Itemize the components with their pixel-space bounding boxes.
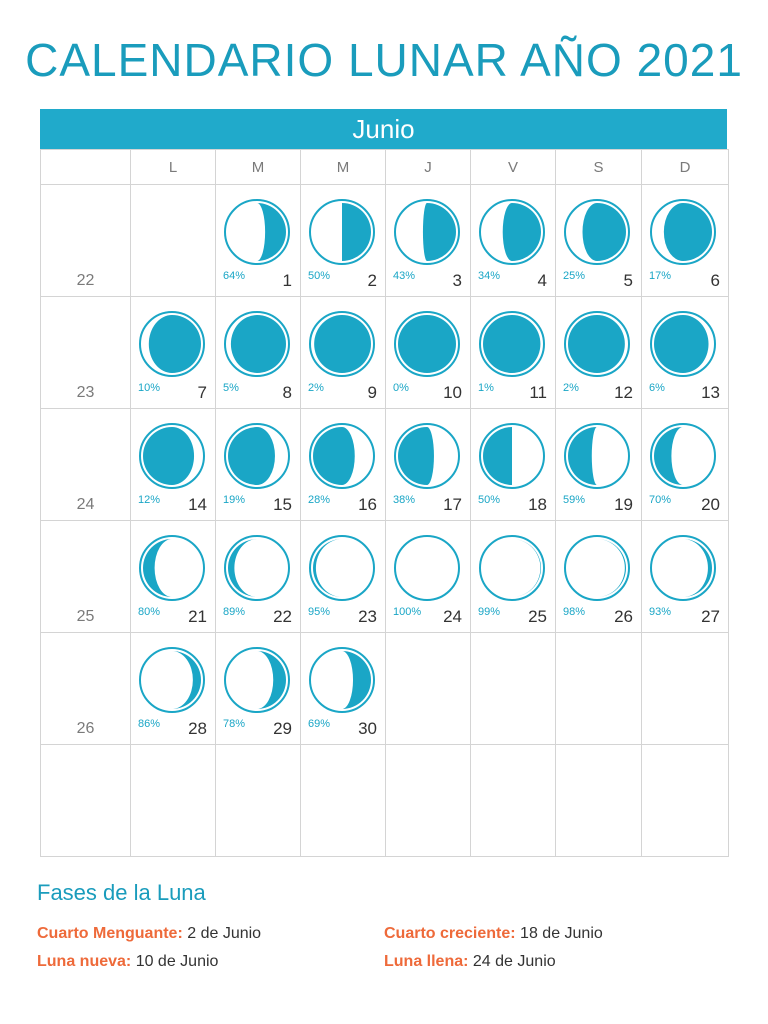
- moon-phase-icon: [222, 309, 292, 379]
- day-cell: [386, 185, 471, 297]
- day-number: 2: [367, 271, 377, 290]
- moon-phase-icon: [477, 421, 547, 491]
- moon-phase-icon: [477, 533, 547, 603]
- illumination-percent: 5%: [223, 382, 239, 394]
- day-number: 6: [710, 271, 720, 290]
- legend-value: 18 de Junio: [520, 925, 603, 942]
- moon-phase-icon: [477, 197, 547, 267]
- moon-phase-icon: [307, 197, 377, 267]
- weekday-header-row: [41, 150, 729, 185]
- day-cell: [216, 409, 301, 521]
- week-number-cell: [41, 633, 131, 745]
- moon-shadow: [398, 315, 456, 373]
- week-row: [41, 409, 729, 521]
- illumination-percent: 2%: [308, 382, 324, 394]
- moon-shadow: [483, 315, 540, 373]
- empty-cell: [386, 745, 471, 857]
- moon-phase-icon: [477, 309, 547, 379]
- moon-phase-icon: [648, 533, 718, 603]
- moon-phase-icon: [307, 421, 377, 491]
- day-cell: [131, 633, 216, 745]
- empty-cell: [386, 633, 471, 745]
- illumination-percent: 50%: [308, 270, 331, 282]
- day-number: 17: [443, 495, 462, 514]
- moon-phase-icon: [562, 533, 632, 603]
- day-cell: [386, 521, 471, 633]
- day-cell: [301, 297, 386, 409]
- illumination-percent: 12%: [138, 494, 161, 506]
- empty-cell: [301, 745, 386, 857]
- day-number: 10: [443, 383, 462, 402]
- weekday-label: L: [131, 150, 216, 185]
- illumination-percent: 99%: [478, 606, 501, 618]
- day-number: 16: [358, 495, 377, 514]
- day-cell: [131, 409, 216, 521]
- moon-phase-icon: [307, 645, 377, 715]
- day-number: 28: [188, 719, 207, 738]
- legend-item: [384, 953, 556, 971]
- moon-phase-icon: [137, 645, 207, 715]
- legend-label: Cuarto Menguante:: [37, 925, 183, 942]
- legend-title: Fases de la Luna: [37, 880, 206, 905]
- week-number: 24: [76, 496, 95, 513]
- day-number: 1: [282, 271, 292, 290]
- day-number: 26: [614, 607, 633, 626]
- illumination-percent: 89%: [223, 606, 246, 618]
- day-cell: [556, 409, 642, 521]
- page-title: CALENDARIO LUNAR AÑO 2021: [25, 34, 743, 86]
- illumination-percent: 43%: [393, 270, 416, 282]
- empty-cell: [556, 633, 642, 745]
- moon-phase-icon: [222, 421, 292, 491]
- illumination-percent: 10%: [138, 382, 161, 394]
- day-cell: [131, 521, 216, 633]
- illumination-percent: 2%: [563, 382, 579, 394]
- day-number: 30: [358, 719, 377, 738]
- day-number: 9: [367, 383, 377, 402]
- illumination-percent: 59%: [563, 494, 586, 506]
- illumination-percent: 1%: [478, 382, 494, 394]
- moon-phase-icon: [222, 645, 292, 715]
- moon-phase-icon: [562, 309, 632, 379]
- illumination-percent: 98%: [563, 606, 586, 618]
- week-number-cell: [41, 409, 131, 521]
- day-cell: [556, 297, 642, 409]
- moon-phase-icon: [562, 197, 632, 267]
- day-cell: [471, 521, 556, 633]
- empty-cell: [131, 745, 216, 857]
- week-number: 22: [76, 272, 95, 289]
- day-cell: [642, 521, 729, 633]
- day-cell: [642, 297, 729, 409]
- day-number: 11: [529, 383, 547, 402]
- day-number: 5: [623, 271, 633, 290]
- day-cell: [131, 297, 216, 409]
- empty-cell: [471, 633, 556, 745]
- moon-phase-icon: [392, 197, 462, 267]
- illumination-percent: 64%: [223, 270, 246, 282]
- legend-label: Luna llena:: [384, 953, 469, 970]
- weeknum-header: [41, 150, 131, 185]
- day-cell: [471, 297, 556, 409]
- weekday-label: D: [642, 150, 729, 185]
- week-number: 26: [76, 720, 95, 737]
- illumination-percent: 6%: [649, 382, 665, 394]
- month-header: Junio: [40, 109, 727, 149]
- moon-phase-icon: [392, 309, 462, 379]
- empty-cell: [556, 745, 642, 857]
- illumination-percent: 95%: [308, 606, 331, 618]
- legend-item: [384, 925, 603, 943]
- day-cell: [556, 521, 642, 633]
- illumination-percent: 50%: [478, 494, 501, 506]
- illumination-percent: 38%: [393, 494, 416, 506]
- day-number: 14: [188, 495, 207, 514]
- day-number: 29: [273, 719, 292, 738]
- moon-shadow: [568, 315, 625, 373]
- day-number: 13: [701, 383, 720, 402]
- empty-cell: [131, 185, 216, 297]
- illumination-percent: 70%: [649, 494, 672, 506]
- moon-phase-icon: [562, 421, 632, 491]
- day-cell: [386, 409, 471, 521]
- legend-item: [37, 925, 261, 943]
- moon-phase-icon: [307, 309, 377, 379]
- day-cell: [216, 297, 301, 409]
- moon-phase-icon: [648, 309, 718, 379]
- week-row: [41, 297, 729, 409]
- legend-value: 10 de Junio: [135, 953, 219, 970]
- day-cell: [556, 185, 642, 297]
- weekday-label: M: [301, 150, 386, 185]
- illumination-percent: 0%: [393, 382, 409, 394]
- illumination-percent: 34%: [478, 270, 501, 282]
- legend-item: [37, 953, 218, 971]
- moon-phase-icon: [222, 197, 292, 267]
- day-cell: [216, 521, 301, 633]
- week-number-cell: [41, 745, 131, 857]
- weekday-label: S: [556, 150, 642, 185]
- moon-phase-icon: [137, 533, 207, 603]
- illumination-percent: 78%: [223, 718, 246, 730]
- illumination-percent: 80%: [138, 606, 161, 618]
- legend-value: 24 de Junio: [472, 953, 556, 970]
- day-number: 7: [197, 383, 207, 402]
- day-cell: [301, 521, 386, 633]
- day-number: 27: [701, 607, 720, 626]
- illumination-percent: 17%: [649, 270, 672, 282]
- moon-phase-icon: [648, 421, 718, 491]
- calendar-grid: [40, 149, 729, 857]
- day-number: 12: [614, 383, 633, 402]
- day-cell: [301, 185, 386, 297]
- day-cell: [642, 185, 729, 297]
- illumination-percent: 86%: [138, 718, 161, 730]
- empty-cell: [216, 745, 301, 857]
- day-number: 3: [452, 271, 462, 290]
- legend-label: Cuarto creciente:: [384, 925, 516, 942]
- day-cell: [471, 409, 556, 521]
- moon-phase-icon: [392, 421, 462, 491]
- week-number-cell: [41, 521, 131, 633]
- moon-phase-icon: [307, 533, 377, 603]
- week-row: [41, 745, 729, 857]
- legend-label: Luna nueva:: [37, 953, 132, 970]
- week-number-cell: [41, 297, 131, 409]
- moon-phase-icon: [392, 533, 462, 603]
- legend-value: 2 de Junio: [187, 925, 262, 942]
- day-cell: [386, 297, 471, 409]
- moon-shadow: [314, 315, 371, 373]
- illumination-percent: 69%: [308, 718, 331, 730]
- illumination-percent: 19%: [223, 494, 246, 506]
- day-number: 19: [614, 495, 633, 514]
- empty-cell: [642, 633, 729, 745]
- moon-phase-icon: [222, 533, 292, 603]
- day-number: 4: [537, 271, 547, 290]
- illumination-percent: 93%: [649, 606, 672, 618]
- day-number: 22: [273, 607, 292, 626]
- empty-cell: [471, 745, 556, 857]
- illumination-percent: 25%: [563, 270, 586, 282]
- week-row: [41, 185, 729, 297]
- moon-phase-icon: [137, 421, 207, 491]
- day-cell: [216, 633, 301, 745]
- weekday-label: M: [216, 150, 301, 185]
- day-number: 18: [528, 495, 547, 514]
- day-number: 25: [528, 607, 547, 626]
- illumination-percent: 28%: [308, 494, 331, 506]
- moon-phase-icon: [137, 309, 207, 379]
- moon-phase-icon: [648, 197, 718, 267]
- day-cell: [216, 185, 301, 297]
- day-number: 15: [273, 495, 292, 514]
- day-number: 23: [358, 607, 377, 626]
- day-number: 24: [443, 607, 462, 626]
- day-cell: [301, 409, 386, 521]
- week-row: [41, 633, 729, 745]
- day-number: 8: [282, 383, 292, 402]
- week-number-cell: [41, 185, 131, 297]
- day-cell: [471, 185, 556, 297]
- week-row: [41, 521, 729, 633]
- day-number: 21: [188, 607, 207, 626]
- week-number: 23: [76, 384, 95, 401]
- empty-cell: [642, 745, 729, 857]
- illumination-percent: 100%: [393, 606, 422, 618]
- day-cell: [642, 409, 729, 521]
- day-cell: [301, 633, 386, 745]
- weekday-label: J: [386, 150, 471, 185]
- week-number: 25: [76, 608, 95, 625]
- day-number: 20: [701, 495, 720, 514]
- weekday-label: V: [471, 150, 556, 185]
